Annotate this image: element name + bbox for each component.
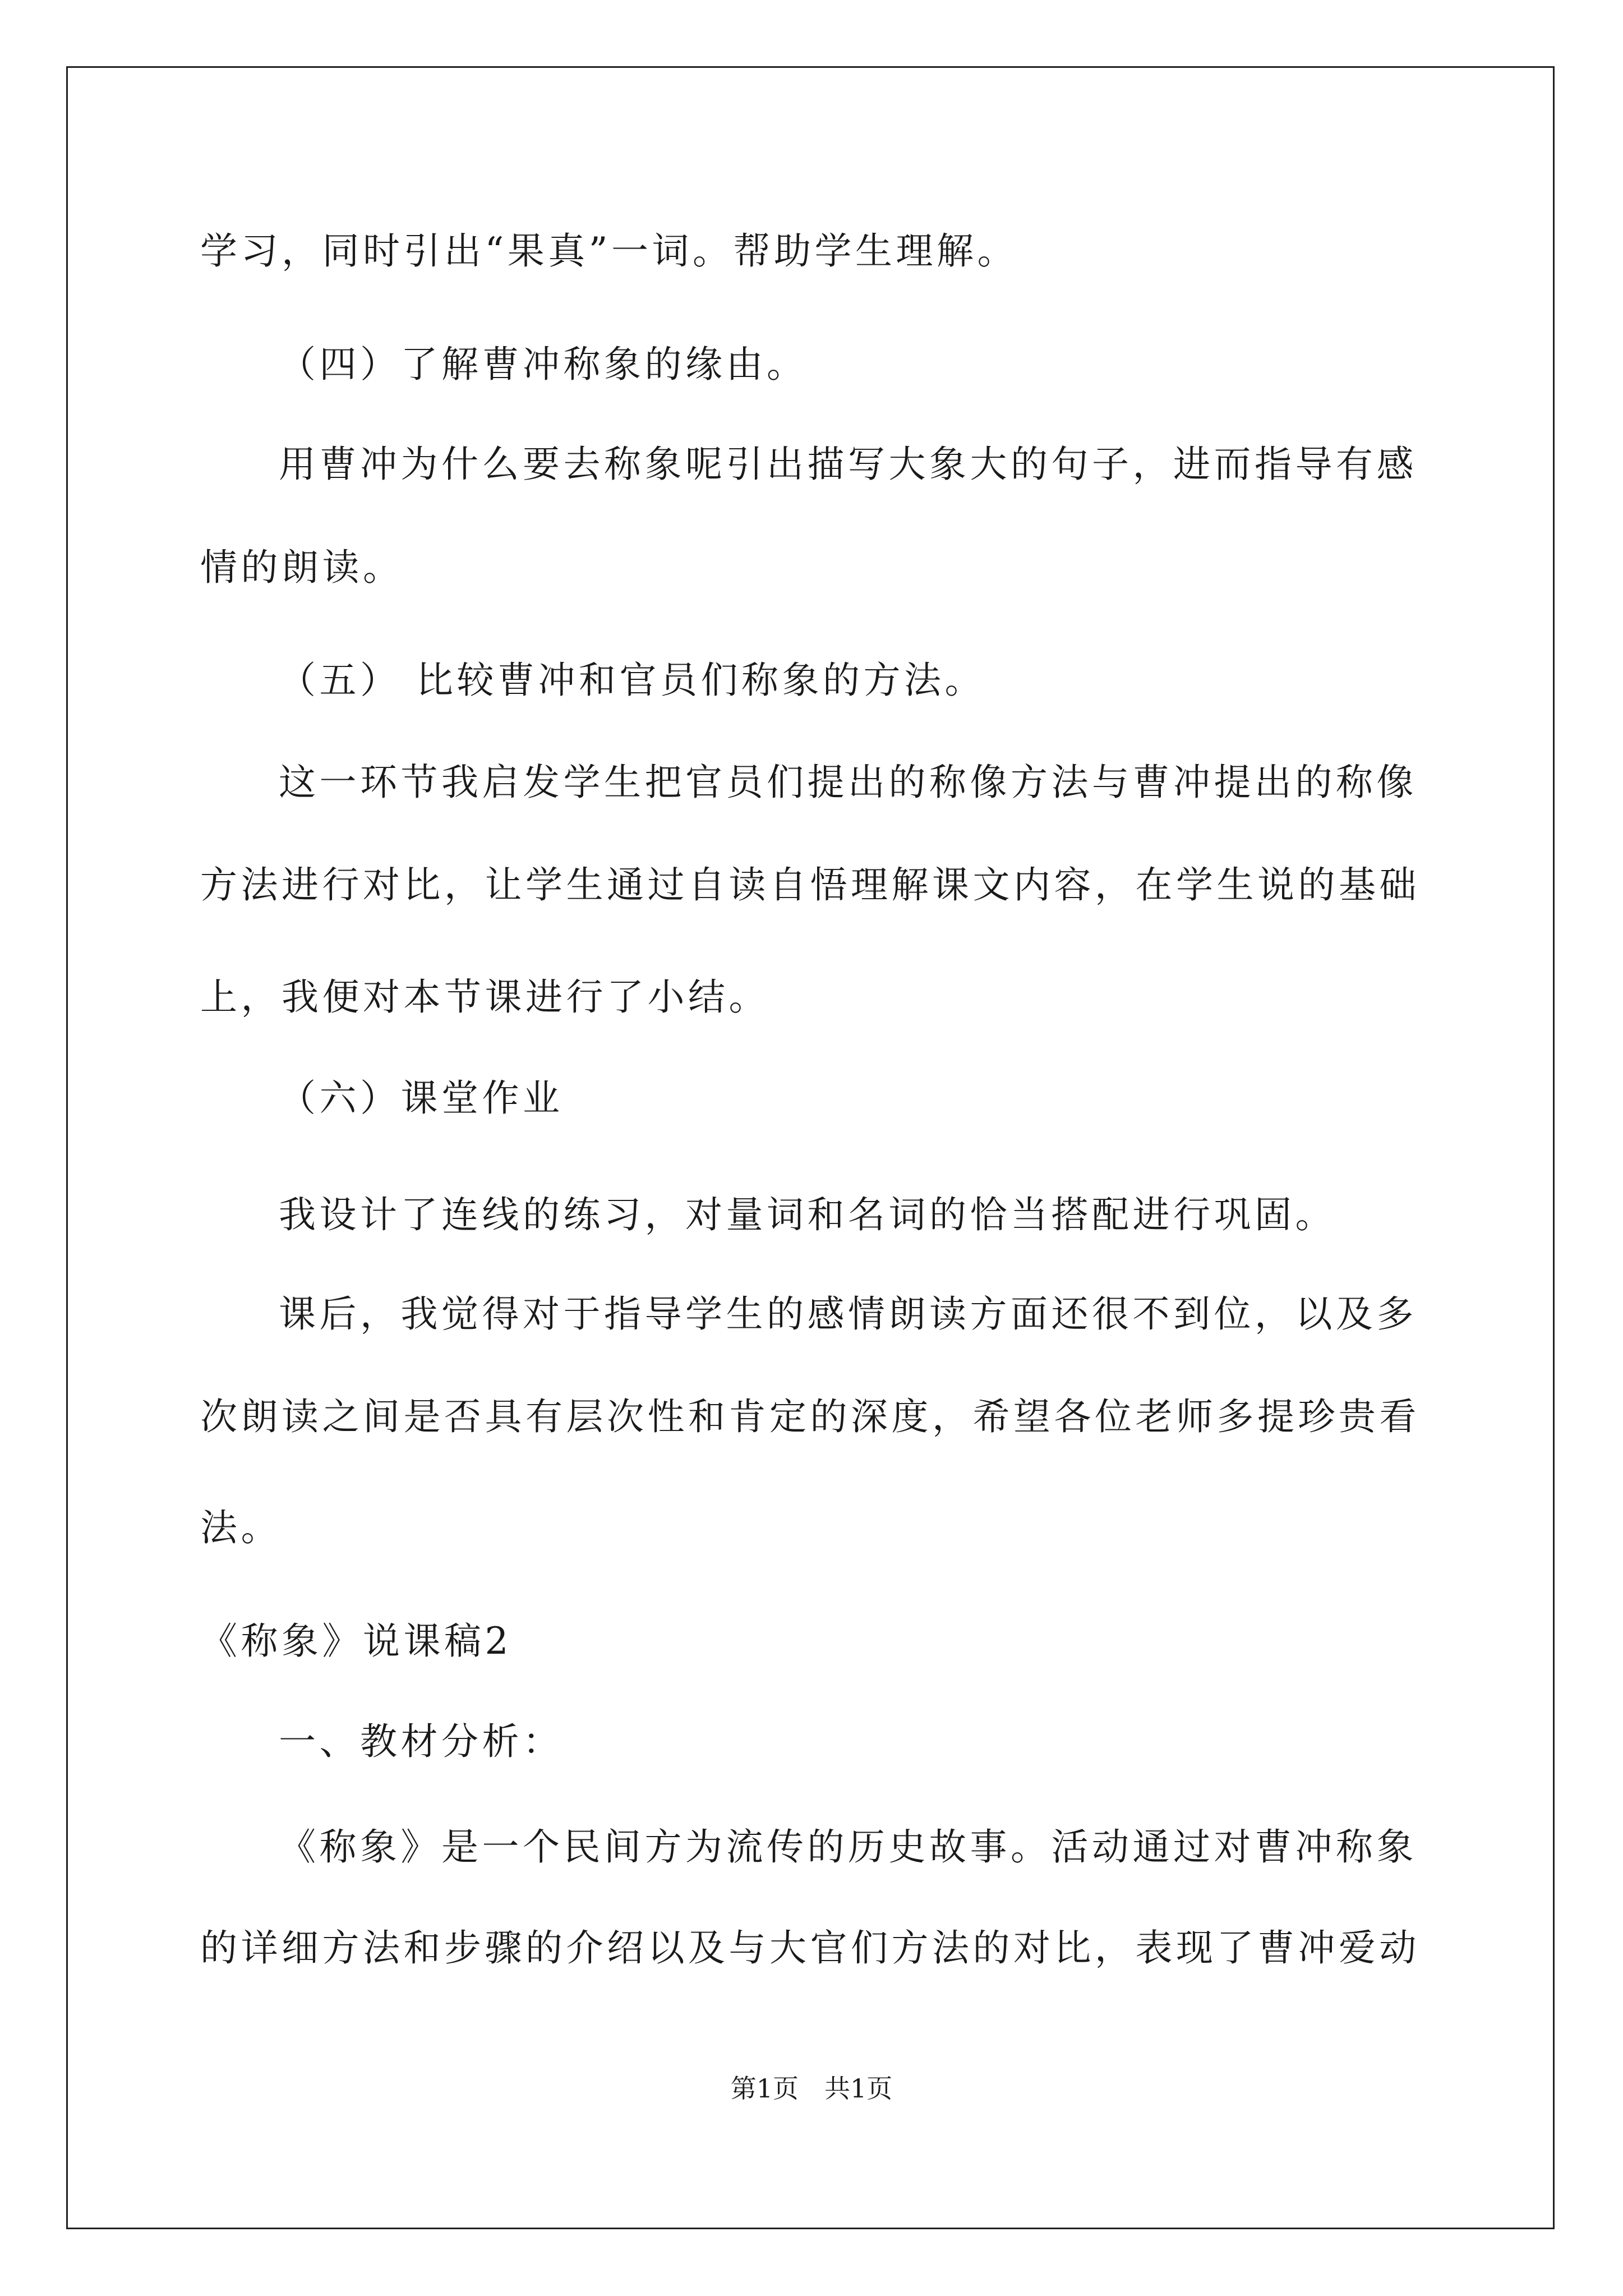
text-line: 的详细方法和步骤的介绍以及与大官们方法的对比，表现了曹冲爱动	[200, 1926, 1420, 1970]
text-line: 法。	[200, 1506, 282, 1549]
text-line: 方法进行对比，让学生通过自读自悟理解课文内容，在学生说的基础	[200, 863, 1420, 907]
text-line: 《称象》是一个民间方为流传的历史故事。活动通过对曹冲称象	[279, 1825, 1417, 1869]
page-footer: 第1页 共1页	[730, 2073, 893, 2104]
text-line: 学习，同时引出“果真”一词。帮助学生理解。	[200, 229, 1018, 273]
section-heading: （四）了解曹冲称象的缘由。	[279, 343, 808, 386]
section-heading: 一、教材分析：	[279, 1720, 564, 1763]
text-line: 课后，我觉得对于指导学生的感情朗读方面还很不到位，以及多	[279, 1292, 1417, 1336]
text-line: 用曹冲为什么要去称象呢引出描写大象大的句子，进而指导有感	[279, 443, 1417, 486]
document-title: 《称象》说课稿2	[200, 1619, 512, 1663]
text-line: 上，我便对本节课进行了小结。	[200, 976, 769, 1019]
section-heading: （六）课堂作业	[279, 1076, 564, 1120]
section-heading: （五） 比较曹冲和官员们称象的方法。	[279, 659, 985, 702]
text-line: 这一环节我启发学生把官员们提出的称像方法与曹冲提出的称像	[279, 761, 1417, 804]
text-line: 情的朗读。	[200, 546, 404, 589]
text-line: 次朗读之间是否具有层次性和肯定的深度，希望各位老师多提珍贵看	[200, 1395, 1420, 1438]
text-line: 我设计了连线的练习，对量词和名词的恰当搭配进行巩固。	[279, 1193, 1336, 1236]
page-border	[66, 66, 1555, 2229]
